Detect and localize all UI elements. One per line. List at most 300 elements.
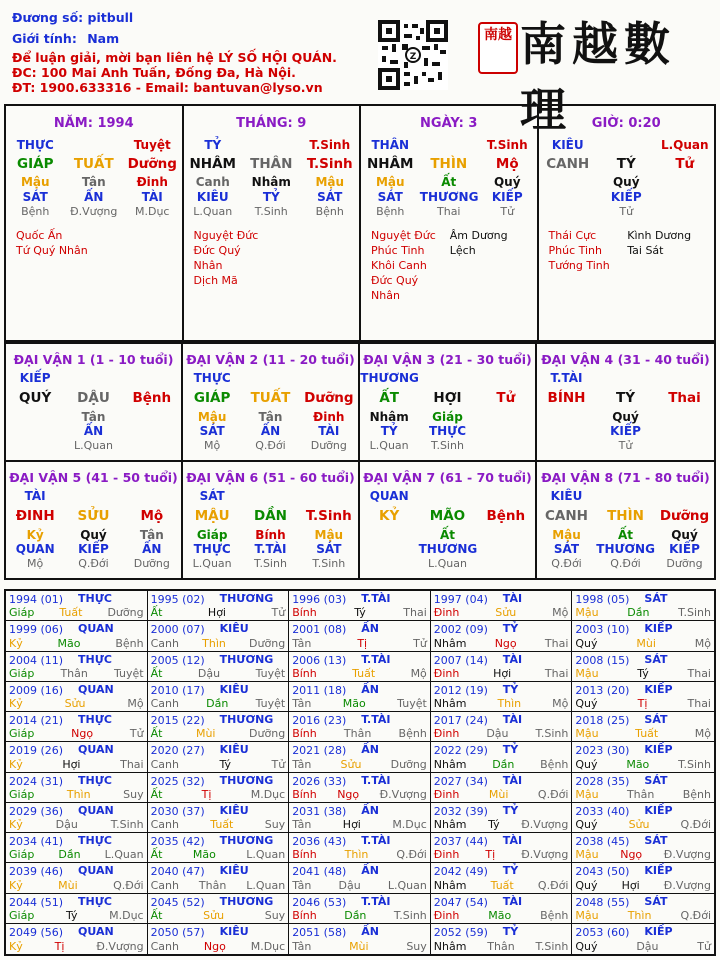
pillar-cell: T.Sinh bbox=[312, 557, 346, 570]
year-label: 2033 (40) bbox=[575, 804, 630, 818]
year-cell bbox=[6, 682, 148, 712]
pillar-cell: ẤN bbox=[260, 424, 281, 438]
dai-van-7 bbox=[360, 460, 537, 578]
year-star: THƯƠNG bbox=[219, 894, 274, 908]
star-item: Tứ Quý Nhân bbox=[16, 244, 88, 257]
year-star: KIẾP bbox=[644, 622, 673, 636]
year-stem: Giáp bbox=[9, 606, 35, 620]
year-star: THỰC bbox=[78, 713, 112, 726]
pillar-row bbox=[537, 488, 714, 504]
pillar-row bbox=[360, 386, 535, 410]
year-cell bbox=[431, 863, 573, 893]
year-row bbox=[575, 727, 711, 740]
year-cell bbox=[148, 682, 290, 712]
star-item: Âm Dương Lệch bbox=[449, 229, 508, 257]
year-cell bbox=[431, 652, 573, 682]
pillar-cell: Bệnh bbox=[376, 205, 405, 218]
pillar-row bbox=[537, 386, 714, 410]
year-cell bbox=[148, 863, 290, 893]
year-stem: Ất bbox=[150, 606, 163, 620]
year-stem: Quý bbox=[575, 940, 598, 953]
pillar-cell: Dưỡng bbox=[310, 439, 347, 452]
year-stem: Mậu bbox=[575, 666, 599, 680]
year-branch: Tuất bbox=[59, 606, 83, 620]
stars-left bbox=[549, 228, 628, 273]
pillar-row bbox=[6, 438, 181, 454]
year-branch: Dần bbox=[627, 606, 650, 620]
pillar-cell: ẤT bbox=[379, 390, 399, 406]
pillar-cell: Đinh bbox=[313, 410, 345, 424]
year-cell bbox=[431, 924, 573, 954]
year-row bbox=[575, 879, 711, 892]
svg-text:Z: Z bbox=[409, 52, 417, 62]
year-label: 2030 (37) bbox=[150, 804, 205, 818]
pillar-cell: T.TÀI bbox=[550, 371, 583, 385]
year-cell bbox=[148, 773, 290, 803]
pillar-row bbox=[360, 542, 535, 556]
year-stem: Đinh bbox=[433, 666, 460, 680]
year-row bbox=[292, 909, 427, 922]
pillar-row bbox=[183, 438, 358, 454]
pillar-cell: Quý bbox=[612, 175, 640, 189]
pillar-cell: TỶ bbox=[380, 424, 398, 438]
pillar-cell: Tử bbox=[500, 205, 515, 218]
pillar-cell bbox=[477, 542, 535, 556]
year-stem: Quý bbox=[575, 818, 598, 831]
pillar-cell: SÁT bbox=[317, 190, 343, 204]
star-item: Tai Sát bbox=[627, 244, 664, 257]
year-cell bbox=[572, 833, 714, 863]
pillar-cell: THÌN bbox=[430, 156, 468, 172]
year-star: KIẾP bbox=[644, 924, 673, 938]
year-row bbox=[575, 637, 711, 650]
pillar-row bbox=[361, 204, 537, 220]
pillar-row bbox=[184, 137, 360, 153]
pillar-cell: MÃO bbox=[429, 508, 466, 524]
pillar-cell: L.Quan bbox=[660, 138, 709, 152]
year-branch: Dậu bbox=[197, 666, 221, 680]
year-stem: Canh bbox=[150, 818, 179, 831]
year-stage: L.Quan bbox=[104, 848, 144, 862]
pillar-cell: KIÊU bbox=[550, 489, 583, 503]
year-branch: Thân bbox=[626, 787, 655, 801]
year-branch: Sửu bbox=[203, 908, 225, 922]
year-row bbox=[151, 940, 286, 953]
red-seal-icon: 南越 bbox=[478, 22, 518, 74]
year-stage: L.Quan bbox=[246, 878, 286, 892]
year-star: SÁT bbox=[644, 592, 668, 605]
year-branch: Tý bbox=[354, 606, 366, 620]
year-label: 2036 (43) bbox=[292, 835, 347, 848]
year-row bbox=[292, 697, 427, 710]
dai-van-8 bbox=[537, 460, 714, 578]
star-item: Thái Cực bbox=[548, 229, 597, 242]
year-label: 2014 (21) bbox=[9, 714, 64, 727]
year-cell bbox=[572, 682, 714, 712]
year-label: 2035 (42) bbox=[150, 835, 205, 848]
dai-van-2 bbox=[183, 342, 360, 460]
year-stem: Mậu bbox=[575, 908, 599, 922]
pillar-cell: T.Sinh bbox=[254, 557, 287, 570]
year-star: THỰC bbox=[78, 773, 112, 787]
year-star: THỰC bbox=[78, 894, 112, 908]
year-cell bbox=[6, 833, 148, 863]
year-branch: Thìn bbox=[627, 908, 652, 922]
year-branch: Thân bbox=[487, 940, 515, 953]
year-cell bbox=[289, 591, 431, 621]
year-stage: T.Sinh bbox=[678, 606, 711, 620]
year-star: QUAN bbox=[78, 682, 114, 696]
year-label: 2020 (27) bbox=[150, 744, 205, 758]
pillar-cell bbox=[65, 488, 123, 504]
pillar-row bbox=[537, 556, 714, 572]
year-branch: Hợi bbox=[493, 666, 512, 680]
year-cell bbox=[148, 742, 290, 772]
pillar-cell: NHÂM bbox=[189, 156, 236, 172]
star-item: Kình Dương bbox=[627, 229, 692, 242]
dai-van-body bbox=[183, 488, 358, 572]
pillar-cell: Đ.Vượng bbox=[70, 205, 118, 218]
year-stem: Đinh bbox=[433, 787, 460, 801]
stars-right bbox=[272, 228, 351, 288]
year-star: TỶ bbox=[502, 803, 519, 817]
year-stem: Bính bbox=[292, 727, 317, 741]
pillar-title: THÁNG: 9 bbox=[236, 116, 307, 131]
pillar-row bbox=[6, 175, 182, 190]
year-star: SÁT bbox=[644, 834, 668, 847]
pillar-cell bbox=[655, 370, 713, 386]
year-row bbox=[9, 758, 144, 771]
year-star: THƯƠNG bbox=[219, 713, 274, 726]
year-stage: Q.Đới bbox=[680, 818, 711, 831]
year-label: 2029 (36) bbox=[9, 804, 64, 818]
year-stage: Mộ bbox=[410, 666, 427, 680]
pillar-cell: Dưỡng bbox=[304, 390, 354, 406]
year-branch: Sửu bbox=[628, 818, 650, 831]
pillar-cell: CANH bbox=[546, 156, 590, 172]
dai-van-6 bbox=[183, 460, 360, 578]
pillar-cell: THƯƠNG bbox=[418, 542, 478, 556]
pillar-cell: THƯƠNG bbox=[596, 542, 655, 556]
pillar-cell: KIẾP bbox=[669, 542, 700, 556]
year-star: KIÊU bbox=[219, 924, 249, 938]
pillar-cell: Tân bbox=[81, 175, 106, 189]
stars-left bbox=[194, 228, 273, 288]
pillar-stars bbox=[6, 220, 182, 258]
pillar-cell: THƯƠNG bbox=[360, 371, 419, 385]
year-branch: Ngọ bbox=[337, 787, 360, 801]
year-row bbox=[292, 606, 427, 619]
year-stage: Suy bbox=[264, 818, 286, 831]
year-stage: M.Dục bbox=[109, 908, 144, 922]
year-cell bbox=[289, 833, 431, 863]
year-row bbox=[9, 637, 144, 650]
pillar-cell: Tử bbox=[618, 439, 633, 452]
year-branch: Dậu bbox=[486, 727, 509, 741]
year-stage: Tử bbox=[271, 606, 286, 620]
year-branch: Mão bbox=[488, 908, 512, 922]
pillar-row bbox=[6, 488, 181, 504]
year-branch: Dần bbox=[206, 697, 229, 710]
year-branch: Tuất bbox=[352, 666, 376, 680]
pillar-cell: NHÂM bbox=[367, 156, 414, 172]
year-star: THƯƠNG bbox=[219, 652, 274, 666]
year-branch: Hợi bbox=[342, 818, 361, 831]
year-label: 2039 (46) bbox=[9, 865, 64, 879]
year-star: TÀI bbox=[502, 773, 523, 787]
year-row bbox=[434, 637, 569, 650]
year-label: 2019 (26) bbox=[9, 744, 64, 758]
pillar-cell bbox=[537, 438, 595, 454]
year-star: SÁT bbox=[644, 773, 668, 787]
year-branch: Thìn bbox=[202, 636, 226, 650]
year-cell bbox=[148, 652, 290, 682]
pillar-title: NĂM: 1994 bbox=[53, 116, 134, 131]
pillar-cell: Q.Đới bbox=[551, 557, 582, 570]
year-row bbox=[575, 818, 711, 831]
pillar-row bbox=[6, 137, 182, 153]
year-row bbox=[9, 788, 144, 801]
year-branch: Ngọ bbox=[494, 636, 517, 650]
pillar-cell bbox=[477, 488, 535, 504]
pillar-row bbox=[539, 175, 715, 190]
stars-left bbox=[16, 228, 95, 258]
year-cell bbox=[431, 833, 573, 863]
pillar-cell: KIẾP bbox=[610, 190, 642, 204]
year-stage: Đ.Vượng bbox=[521, 818, 569, 831]
year-stem: Quý bbox=[575, 697, 598, 710]
dai-van-3 bbox=[360, 342, 537, 460]
year-row bbox=[575, 909, 711, 922]
pillar-cell: THỰC bbox=[193, 542, 231, 556]
year-stem: Bính bbox=[292, 606, 317, 620]
year-stage: T.Sinh bbox=[393, 908, 427, 922]
pillar-cell: Dưỡng bbox=[127, 156, 177, 172]
year-star: QUAN bbox=[78, 803, 114, 817]
year-stage: Tuyệt bbox=[255, 697, 286, 710]
year-star: KIÊU bbox=[219, 743, 249, 757]
pillar-cell: THỰC bbox=[16, 138, 54, 152]
pillar-cell: Mậu bbox=[552, 528, 581, 542]
year-stem: Mậu bbox=[575, 848, 599, 862]
pillar-cell: T.Sinh bbox=[431, 439, 464, 452]
pillar-cell: TUẤT bbox=[73, 156, 114, 172]
year-stage: T.Sinh bbox=[678, 757, 711, 771]
pillar-cell: DẦN bbox=[254, 508, 287, 524]
pillar-cell bbox=[360, 528, 418, 542]
pillar-cell: L.Quan bbox=[193, 205, 233, 218]
pillar-row bbox=[360, 370, 535, 386]
year-branch: Dậu bbox=[636, 940, 659, 953]
year-branch: Dần bbox=[492, 757, 515, 771]
year-label: 2013 (20) bbox=[575, 683, 630, 697]
year-cell bbox=[6, 742, 148, 772]
year-star: TÀI bbox=[502, 713, 523, 726]
year-branch: Thìn bbox=[344, 848, 369, 862]
year-label: 2044 (51) bbox=[9, 895, 64, 909]
pillar-cell: Tân bbox=[81, 410, 106, 424]
pillar-cell bbox=[656, 190, 714, 204]
pillar-cell bbox=[123, 488, 181, 504]
year-label: 2045 (52) bbox=[150, 895, 205, 909]
year-stage: Tuyệt bbox=[255, 666, 286, 680]
pillar-cell: Nhâm bbox=[369, 410, 409, 424]
pillar-cell: SÁT bbox=[22, 190, 48, 204]
dai-van-title: ĐẠI VẬN 2 (11 - 20 tuổi) bbox=[186, 352, 355, 367]
pillar-cell bbox=[655, 438, 713, 454]
year-label: 2043 (50) bbox=[575, 865, 630, 879]
year-stage: Thai bbox=[403, 606, 427, 620]
pillar-cell bbox=[300, 488, 358, 504]
pillar-cell: TÀI bbox=[141, 190, 163, 204]
year-label: 2025 (32) bbox=[150, 774, 205, 788]
pillar-row bbox=[6, 190, 182, 204]
pillar-cell bbox=[420, 137, 478, 153]
pillar-row bbox=[6, 386, 181, 410]
year-cell bbox=[572, 924, 714, 954]
year-star: ẤN bbox=[361, 803, 379, 817]
pillar-row bbox=[6, 504, 181, 528]
year-label: 2010 (17) bbox=[150, 683, 205, 697]
pillar-row bbox=[183, 488, 358, 504]
pillar-cell: ẤN bbox=[83, 424, 104, 438]
year-stem: Bính bbox=[292, 848, 317, 862]
dai-van-body bbox=[183, 370, 358, 454]
pillar-cell: Dưỡng bbox=[133, 557, 170, 570]
year-stage: Bệnh bbox=[540, 908, 569, 922]
year-star: SÁT bbox=[644, 652, 668, 666]
year-stage: Dưỡng bbox=[249, 727, 286, 741]
year-row bbox=[151, 818, 286, 831]
year-row bbox=[575, 697, 711, 710]
pillar-cell bbox=[537, 424, 595, 438]
year-label: 2009 (16) bbox=[9, 683, 64, 697]
pillar-cell: Quý bbox=[80, 528, 107, 542]
year-stage: Dưỡng bbox=[390, 757, 427, 771]
year-cell bbox=[148, 894, 290, 924]
year-row bbox=[151, 637, 286, 650]
year-cell bbox=[289, 773, 431, 803]
year-star: KIÊU bbox=[219, 864, 249, 878]
pillar-cell: KIẾP bbox=[610, 424, 641, 438]
year-row bbox=[292, 940, 427, 953]
year-cell bbox=[289, 682, 431, 712]
year-stem: Kỷ bbox=[9, 818, 23, 831]
pillar-cell: DẬU bbox=[77, 390, 110, 406]
year-stem: Ất bbox=[150, 787, 163, 801]
pillar-cell bbox=[123, 438, 181, 454]
year-cell bbox=[6, 652, 148, 682]
year-star: TÀI bbox=[502, 894, 523, 908]
year-stage: Tử bbox=[413, 636, 427, 650]
pillar-cell: QUAN bbox=[369, 489, 409, 503]
pillar-row bbox=[6, 153, 182, 175]
year-star: KIẾP bbox=[644, 743, 673, 757]
pillar-cell bbox=[596, 370, 654, 386]
year-label: 2034 (41) bbox=[9, 835, 64, 848]
year-cell bbox=[572, 591, 714, 621]
year-stem: Tân bbox=[292, 818, 312, 831]
logo-text: 南越數理 bbox=[520, 17, 676, 137]
pillar-row bbox=[184, 175, 360, 190]
year-label: 2028 (35) bbox=[575, 774, 630, 788]
year-row bbox=[575, 758, 711, 771]
year-row bbox=[434, 758, 569, 771]
pillar-row bbox=[6, 424, 181, 438]
pillar-cell: TÝ bbox=[616, 156, 636, 172]
year-stem: Kỷ bbox=[9, 940, 23, 953]
pillar-cell bbox=[596, 488, 654, 504]
star-item: Phúc Tinh bbox=[548, 244, 603, 257]
year-label: 1998 (05) bbox=[575, 593, 630, 606]
year-stage: T.Sinh bbox=[535, 727, 569, 741]
pillar-cell: Mộ bbox=[140, 508, 164, 524]
pillar-0 bbox=[6, 106, 184, 340]
year-stage: M.Dục bbox=[250, 787, 286, 801]
pillar-cell bbox=[477, 528, 535, 542]
year-stage: Dưỡng bbox=[107, 606, 144, 620]
year-label: 2037 (44) bbox=[433, 835, 488, 848]
year-cell bbox=[289, 894, 431, 924]
pillar-row bbox=[6, 370, 181, 386]
year-branch: Mão bbox=[342, 697, 366, 710]
pillar-cell bbox=[6, 438, 64, 454]
year-star: T.TÀI bbox=[361, 713, 391, 726]
year-cell bbox=[572, 712, 714, 742]
pillar-cell bbox=[419, 370, 477, 386]
dai-van-title: ĐẠI VẬN 6 (51 - 60 tuổi) bbox=[186, 470, 355, 485]
pillar-row bbox=[361, 153, 537, 175]
year-stem: Bính bbox=[292, 787, 317, 801]
year-label: 2047 (54) bbox=[433, 895, 488, 909]
year-star: THỰC bbox=[78, 592, 112, 605]
pillar-cell: TÝ bbox=[616, 390, 635, 406]
pillar-title: NGÀY: 3 bbox=[420, 116, 478, 131]
year-branch: Ngọ bbox=[71, 727, 94, 741]
year-label: 2005 (12) bbox=[150, 653, 205, 667]
year-label: 1994 (01) bbox=[9, 593, 64, 606]
pillar-row bbox=[183, 410, 358, 424]
pillar-cell: L.Quan bbox=[369, 439, 409, 452]
year-branch: Tuất bbox=[490, 878, 514, 892]
pillar-row bbox=[360, 438, 535, 454]
pillar-cell: SÁT bbox=[377, 190, 403, 204]
dai-van-body bbox=[360, 370, 535, 454]
pillar-cell bbox=[419, 488, 477, 504]
pillar-cell: SÁT bbox=[553, 542, 580, 556]
year-label: 2040 (47) bbox=[150, 865, 205, 879]
year-star: T.TÀI bbox=[361, 652, 391, 666]
year-row bbox=[292, 788, 427, 801]
pillar-cell: Dưỡng bbox=[659, 508, 710, 524]
year-star: THƯƠNG bbox=[219, 592, 274, 605]
year-star: ẤN bbox=[361, 743, 379, 757]
year-label: 2050 (57) bbox=[150, 925, 205, 939]
year-branch: Sửu bbox=[340, 757, 362, 771]
year-cell bbox=[148, 833, 290, 863]
year-label: 2004 (11) bbox=[9, 653, 64, 667]
year-cell bbox=[572, 894, 714, 924]
pillar-cell: TÀI bbox=[318, 424, 340, 438]
year-branch: Tý bbox=[219, 757, 231, 771]
contact-line: Để luận giải, mời bạn liên hệ LÝ SỐ HỘI QUÁN. bbox=[12, 50, 337, 65]
year-label: 2015 (22) bbox=[150, 714, 205, 727]
pillar-cell: KIẾP bbox=[19, 371, 51, 385]
year-row bbox=[292, 758, 427, 771]
star-item: Khôi Canh bbox=[371, 259, 427, 272]
year-label: 2046 (53) bbox=[292, 895, 347, 909]
year-stage: Suy bbox=[406, 940, 427, 953]
